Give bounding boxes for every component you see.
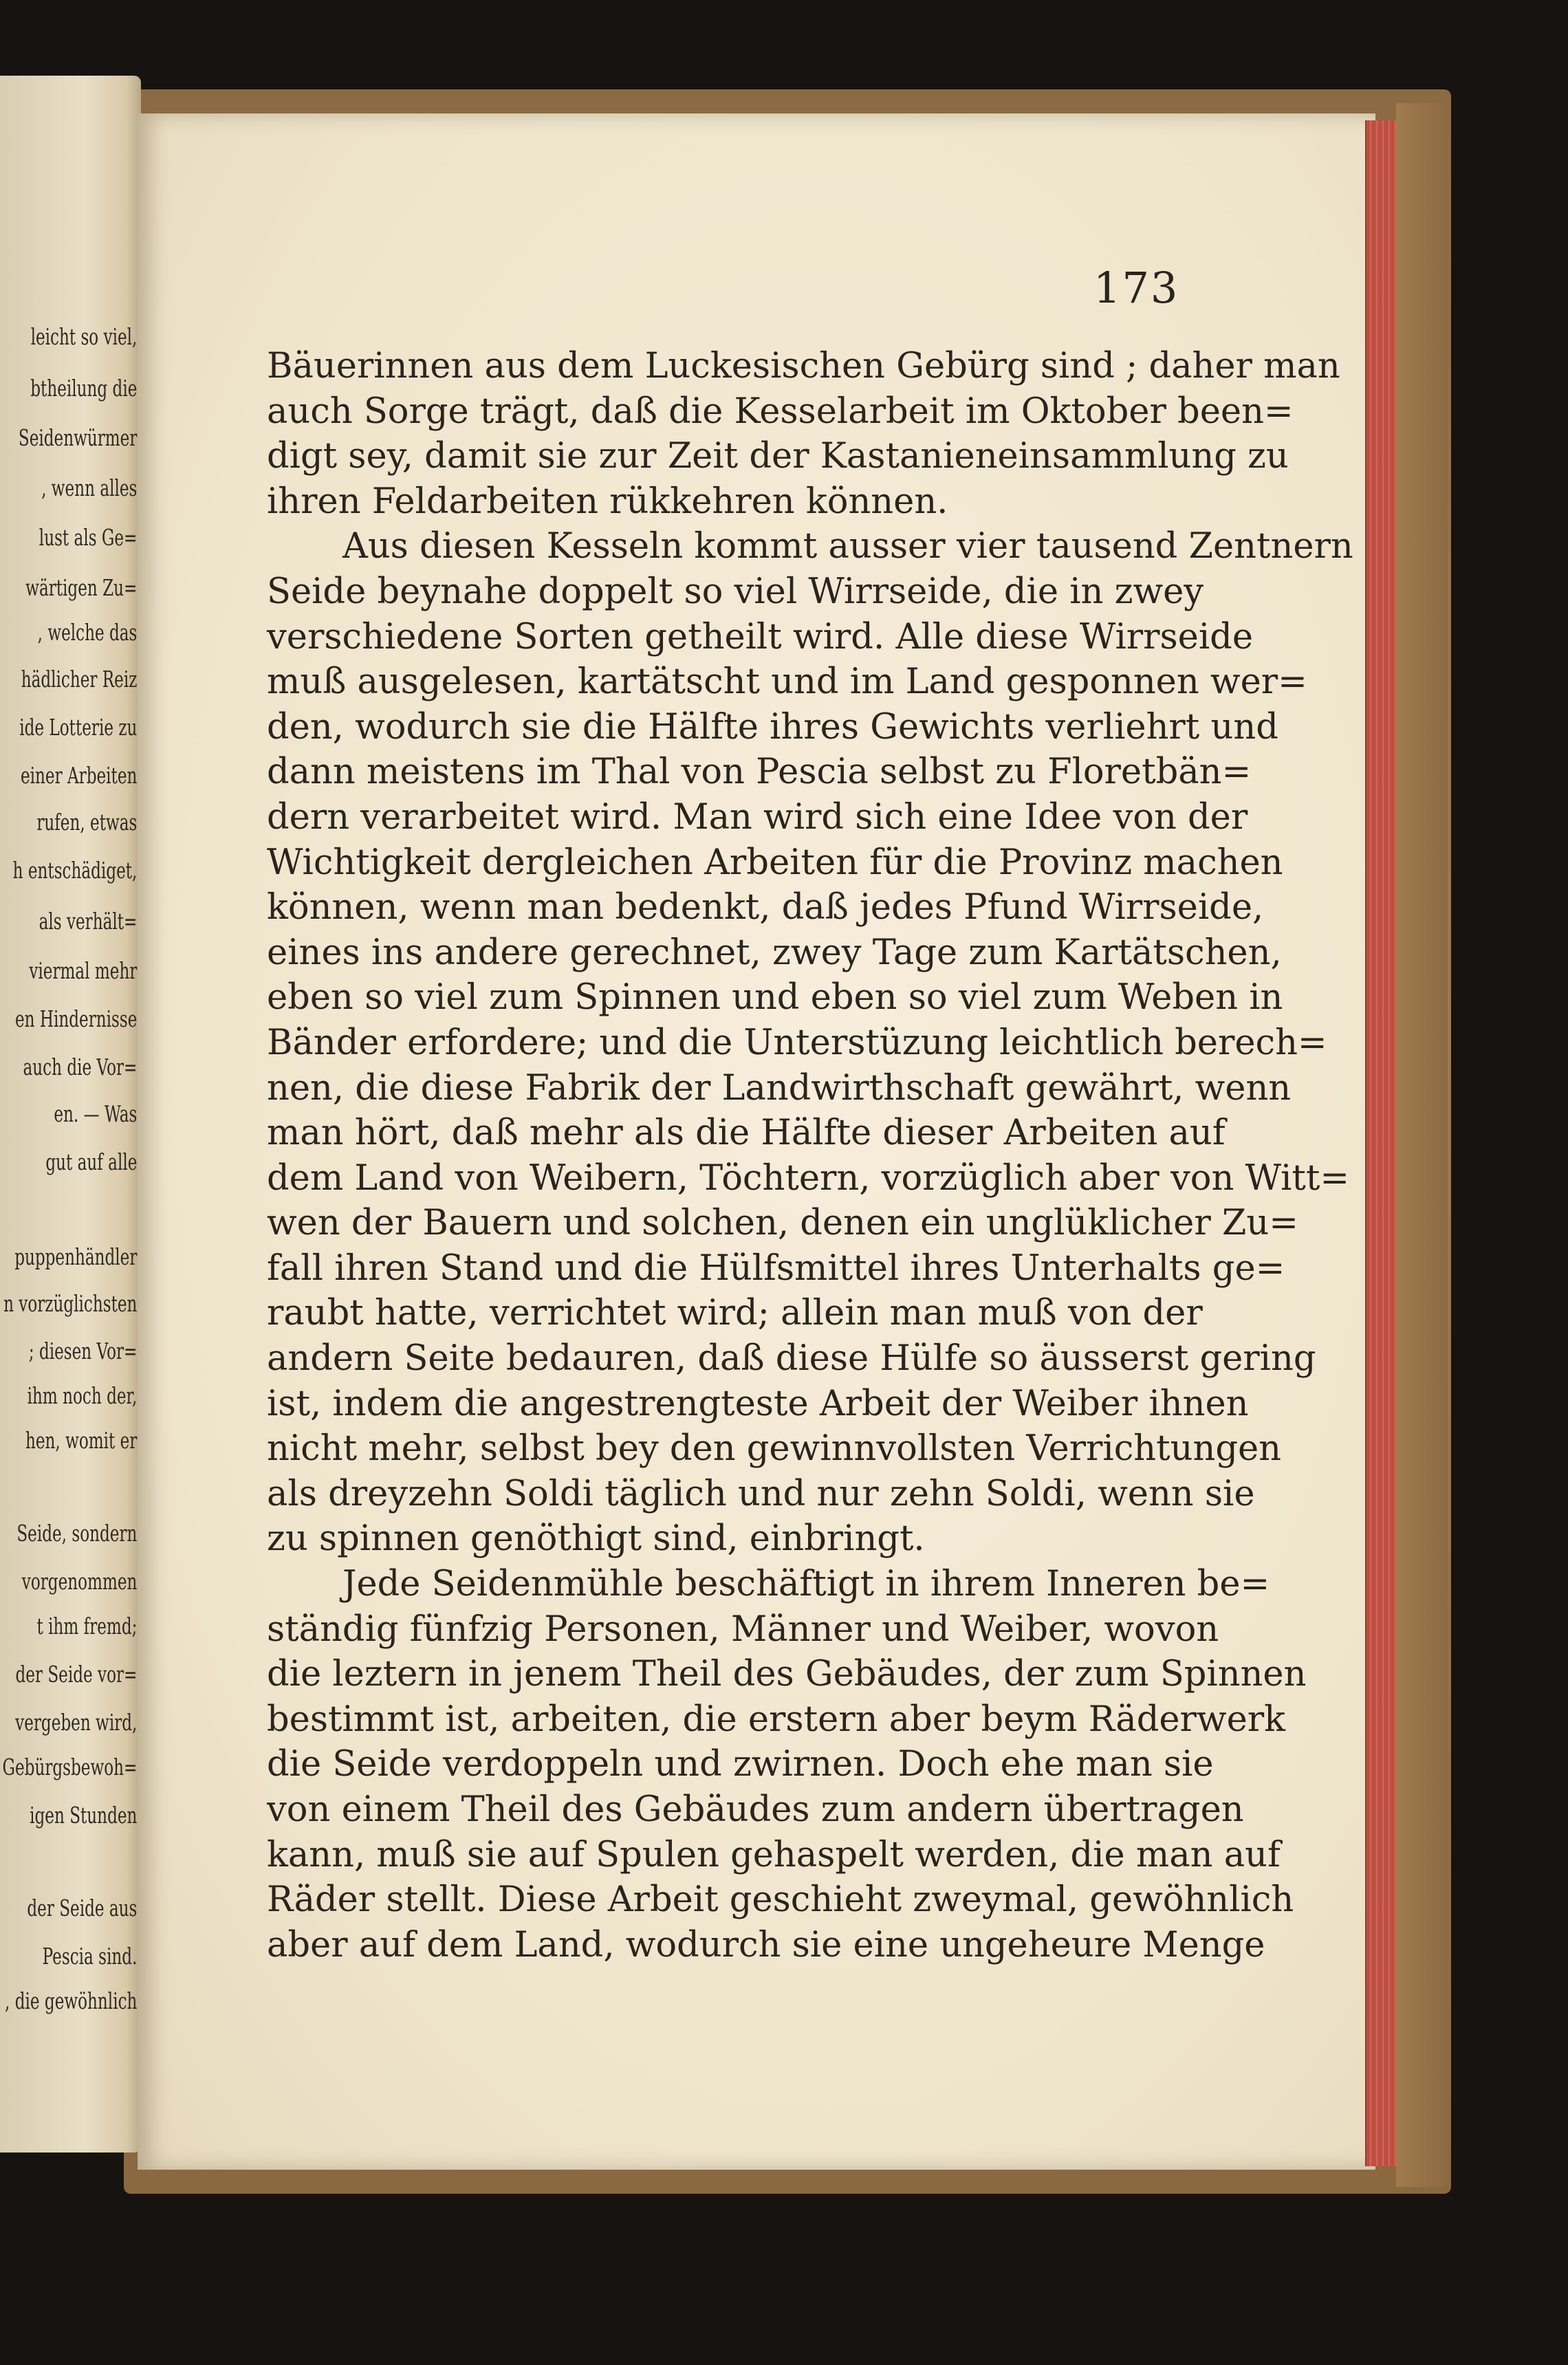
text-line: als dreyzehn Soldi täglich und nur zehn Soldi, wenn sie (267, 1473, 1255, 1514)
left-page-fragment: ; diesen Vor= (28, 1338, 138, 1364)
left-page-fragment: gut auf alle (45, 1148, 138, 1175)
text-line: zu spinnen genöthigt sind, einbringt. (267, 1518, 925, 1560)
text-line: können, wenn man bedenkt, daß jedes Pfund Wirrseide, (267, 887, 1264, 928)
text-line: andern Seite bedauren, daß diese Hülfe so äusserst gering (267, 1338, 1316, 1380)
text-line: von einem Theil des Gebäudes zum andern übertragen (267, 1789, 1244, 1830)
text-line: ist, indem die angestrengteste Arbeit der Weiber ihnen (267, 1383, 1249, 1424)
left-page-fragment: vorgenommen (21, 1568, 138, 1595)
left-page-fragment: vergeben wird, (15, 1709, 138, 1736)
text-line: ständig fünfzig Personen, Männer und Weiber, wovon (267, 1609, 1219, 1650)
left-page-fragment: rufen, etwas (36, 809, 138, 836)
text-line: nen, die diese Fabrik der Landwirthschaft gewährt, wenn (267, 1067, 1292, 1109)
text-line: Seide beynahe doppelt so viel Wirrseide, die in zwey (267, 571, 1204, 612)
left-page-fragment: en Hindernisse (14, 1005, 138, 1032)
left-page-fragment: igen Stunden (30, 1802, 138, 1829)
text-line: kann, muß sie auf Spulen gehaspelt werden, die man auf (267, 1834, 1281, 1875)
text-line: raubt hatte, verrichtet wird; allein man muß von der (267, 1293, 1203, 1334)
left-page-fragment: Pescia sind. (42, 1943, 138, 1970)
text-line: digt sey, damit sie zur Zeit der Kastanieneinsammlung zu (267, 436, 1289, 477)
left-page-fragment: viermal mehr (29, 957, 138, 984)
text-line: dann meistens im Thal von Pescia selbst zu Floretbän= (267, 752, 1252, 793)
text-line: auch Sorge trägt, daß die Kesselarbeit im Oktober been= (267, 391, 1294, 432)
text-line: die leztern in jenem Theil des Gebäudes, der zum Spinnen (267, 1654, 1307, 1695)
left-page-fragment: btheilung die (30, 375, 138, 402)
text-line: Räder stellt. Diese Arbeit geschieht zweymal, gewöhnlich (267, 1879, 1294, 1921)
text-line: aber auf dem Land, wodurch sie eine ungeheure Menge (267, 1924, 1265, 1965)
left-page-fragment: , wenn alles (41, 475, 138, 501)
left-page-fragment: Seidenwürmer (18, 424, 138, 451)
left-page-fragment: Seide, sondern (17, 1520, 138, 1547)
left-page-text (2, 76, 142, 2153)
text-line: den, wodurch sie die Hälfte ihres Gewichts verliehrt und (267, 706, 1278, 748)
left-page-fragment: , die gewöhnlich (5, 1987, 138, 2014)
text-line: verschiedene Sorten getheilt wird. Alle diese Wirrseide (267, 616, 1254, 657)
left-page-fragment: hädlicher Reiz (21, 666, 138, 693)
text-line: man hört, daß mehr als die Hälfte dieser Arbeiten auf (267, 1113, 1226, 1154)
left-page-fragment: der Seide aus (27, 1895, 138, 1921)
left-page-fragment: h entschädiget, (12, 857, 138, 884)
text-line: Aus diesen Kesseln kommt ausser vier tausend Zentnern (342, 526, 1353, 567)
text-line: die Seide verdoppeln und zwirnen. Doch ehe man sie (267, 1744, 1214, 1785)
text-line: Jede Seidenmühle beschäftigt in ihrem Inneren be= (342, 1564, 1270, 1605)
left-page-fragment: ide Lotterie zu (19, 714, 138, 741)
text-line: bestimmt ist, arbeiten, die erstern aber beym Räderwerk (267, 1699, 1286, 1740)
left-page-fragment: puppenhändler (14, 1243, 138, 1270)
text-line: dem Land von Weibern, Töchtern, vorzüglich aber von Witt= (267, 1157, 1350, 1199)
left-page-fragment: , welche das (37, 619, 138, 646)
left-page-fragment: en. — Was (54, 1100, 138, 1127)
text-line: wen der Bauern und solchen, denen ein unglüklicher Zu= (267, 1203, 1298, 1244)
left-page-fragment: hen, womit er (25, 1427, 138, 1454)
page-number: 173 (1093, 263, 1179, 313)
red-page-edges (1365, 120, 1397, 2166)
left-page-fragment: Gebürgsbewoh= (2, 1754, 138, 1780)
text-line: nicht mehr, selbst bey den gewinnvollsten Verrichtungen (267, 1428, 1281, 1470)
left-page-fragment: t ihm fremd; (36, 1613, 138, 1639)
book-cover-edge (1396, 103, 1448, 2187)
left-page-fragment: leicht so viel, (30, 323, 138, 350)
left-page-fragment: wärtigen Zu= (25, 574, 138, 601)
left-facing-page (0, 76, 141, 2153)
left-page-fragment: auch die Vor= (23, 1054, 138, 1080)
text-line: Bäuerinnen aus dem Luckesischen Gebürg sind ; daher man (267, 346, 1340, 386)
text-line: ihren Feldarbeiten rükkehren können. (267, 481, 948, 522)
text-line: eines ins andere gerechnet, zwey Tage zum Kartätschen, (267, 932, 1282, 973)
text-line: muß ausgelesen, kartätscht und im Land gesponnen wer= (267, 662, 1307, 703)
left-page-fragment: lust als Ge= (39, 524, 138, 551)
text-line: Wichtigkeit dergleichen Arbeiten für die Provinz machen (267, 842, 1283, 883)
left-page-fragment: ihm noch der, (27, 1382, 138, 1409)
left-page-fragment: der Seide vor= (15, 1661, 138, 1688)
text-line: Bänder erfordere; und die Unterstüzung leichtlich berech= (267, 1022, 1327, 1063)
left-page-fragment: n vorzüglichsten (3, 1290, 138, 1317)
left-page-fragment: als verhält= (39, 908, 138, 935)
text-line: eben so viel zum Spinnen und eben so viel zum Weben in (267, 977, 1283, 1018)
text-line: fall ihren Stand und die Hülfsmittel ihres Unterhalts ge= (267, 1247, 1285, 1289)
body-text (267, 344, 1353, 1968)
left-page-fragment: einer Arbeiten (21, 762, 138, 789)
text-line: dern verarbeitet wird. Man wird sich eine Idee von der (267, 796, 1248, 838)
